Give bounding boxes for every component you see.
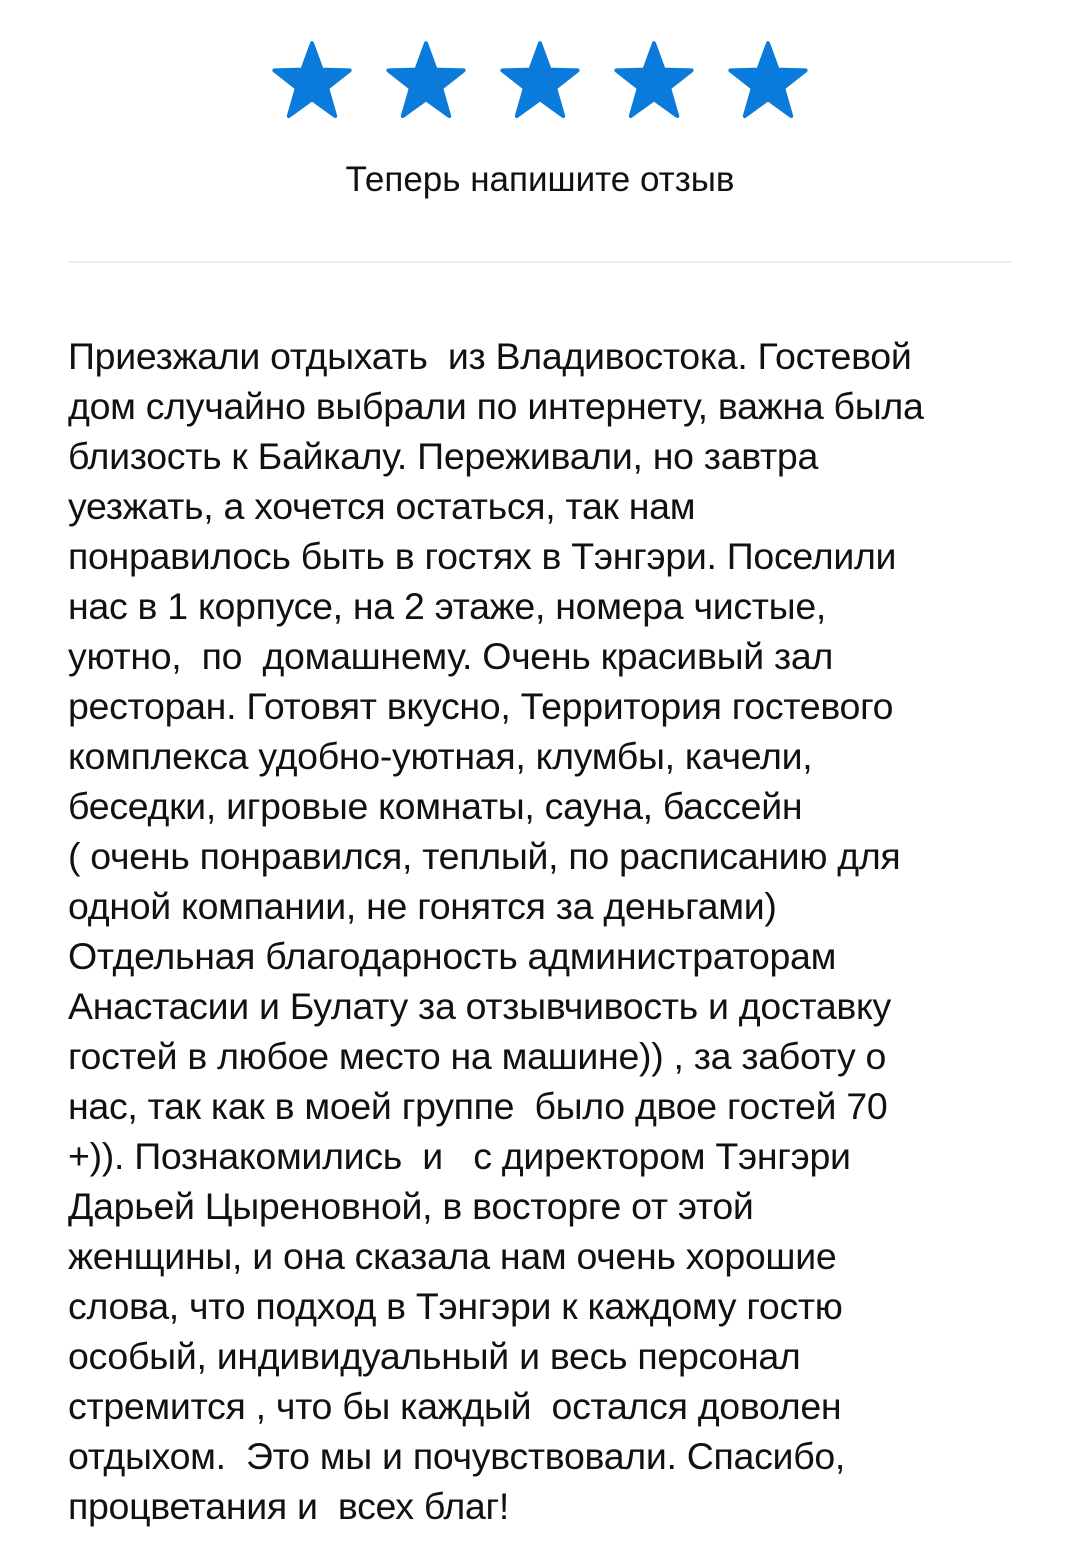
star-icon[interactable] <box>727 40 809 120</box>
review-line: +)). Познакомились и с директором Тэнгэри <box>68 1135 851 1177</box>
review-line: стремится , что бы каждый остался доволен <box>68 1385 842 1427</box>
review-line: уезжать, а хочется остаться, так нам <box>68 485 696 527</box>
divider <box>68 261 1012 263</box>
review-line: ( очень понравился, теплый, по расписанию для <box>68 835 901 877</box>
review-line: дом случайно выбрали по интернету, важна была <box>68 385 924 427</box>
review-line: нас, так как в моей группе было двое гостей 70 <box>68 1085 888 1127</box>
star-icon[interactable] <box>271 40 353 120</box>
review-line: процветания и всех благ! <box>68 1485 509 1527</box>
review-prompt: Теперь напишите отзыв <box>345 160 735 199</box>
review-line: отдыхом. Это мы и почувствовали. Спасибо, <box>68 1435 846 1477</box>
review-line: нас в 1 корпусе, на 2 этаже, номера чистые, <box>68 585 826 627</box>
review-line: особый, индивидуальный и весь персонал <box>68 1335 801 1377</box>
review-line: близость к Байкалу. Переживали, но завтра <box>68 435 819 477</box>
star-rating <box>0 40 1080 120</box>
review-line: понравилось быть в гостях в Тэнгэри. Поселили <box>68 535 897 577</box>
review-line: беседки, игровые комнаты, сауна, бассейн <box>68 785 803 827</box>
review-line: слова, что подход в Тэнгэри к каждому гостю <box>68 1285 843 1327</box>
review-line: Приезжали отдыхать из Владивостока. Гостевой <box>68 335 912 377</box>
review-line: женщины, и она сказала нам очень хорошие <box>68 1235 837 1277</box>
review-line: гостей в любое место на машине)) , за заботу о <box>68 1035 887 1077</box>
review-line: уютно, по домашнему. Очень красивый зал <box>68 635 834 677</box>
review-line: одной компании, не гонятся за деньгами) <box>68 885 777 927</box>
review-line: Анастасии и Булату за отзывчивость и доставку <box>68 985 891 1027</box>
star-icon[interactable] <box>613 40 695 120</box>
star-icon[interactable] <box>499 40 581 120</box>
review-line: комплекса удобно-уютная, клумбы, качели, <box>68 735 813 777</box>
review-line: Дарьей Цыреновной, в восторге от этой <box>68 1185 754 1227</box>
review-text-area[interactable] <box>68 331 1028 1531</box>
review-line: ресторан. Готовят вкусно, Территория гостевого <box>68 685 894 727</box>
star-icon[interactable] <box>385 40 467 120</box>
review-line: Отдельная благодарность администраторам <box>68 935 837 977</box>
